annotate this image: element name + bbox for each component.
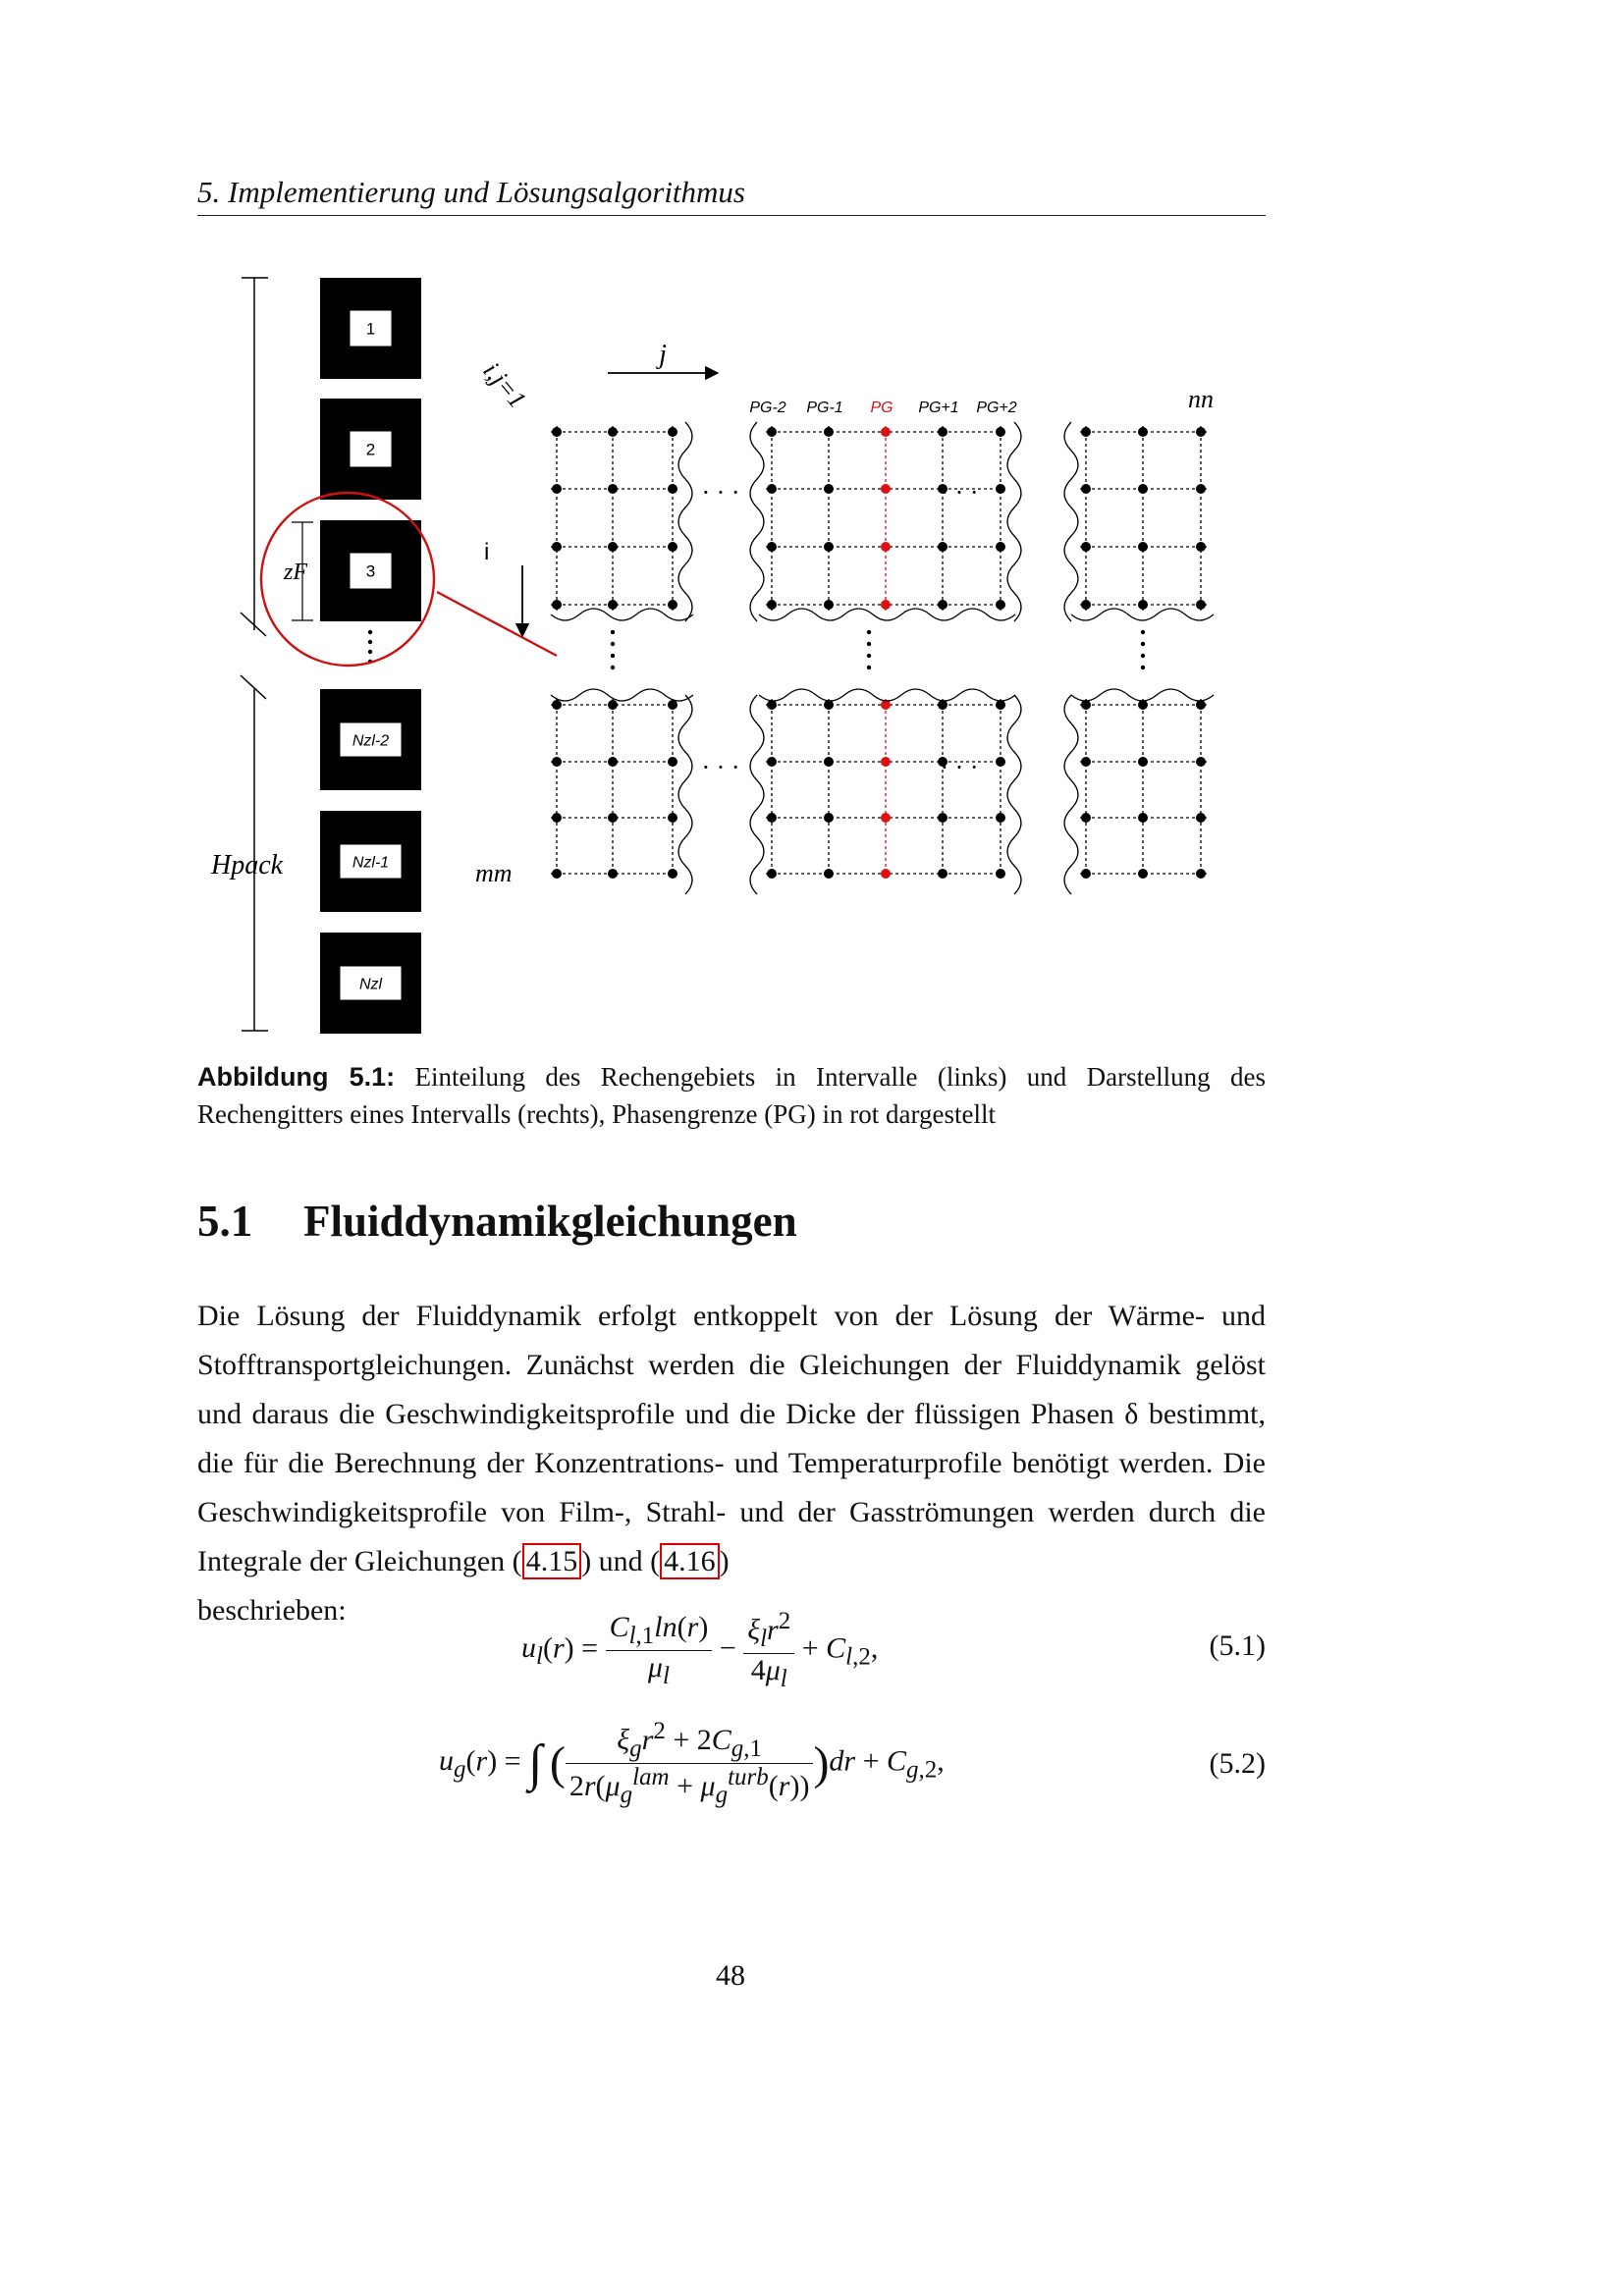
grid-node [1138,869,1148,879]
interval-block-label: 1 [365,319,376,339]
grid-node [938,869,947,879]
figure-5-1 [197,265,1266,1041]
grid-node [1196,484,1206,494]
grid-node [1081,427,1091,437]
grid-node [767,427,777,437]
grid-node [552,813,562,823]
caption-label: Abbildung 5.1: [197,1062,396,1092]
break-wave-vertical [750,695,764,894]
vertical-dot [368,640,372,644]
grid-node [608,600,618,610]
vertical-ellipsis-dot [867,642,871,646]
grid-node [767,813,777,823]
zoom-connector [437,592,557,656]
equation-number-5-2: (5.2) [1209,1747,1266,1780]
equation-5-1: $u_l(r)$ = $\frac{C_{l,1}\ln(r)}{\mu_l}$ − $\frac{\xi_lr^2}{4\mu_l}$ + $C_{l,2}$, (5.1) [521,1608,1266,1692]
interval-block-label: 2 [365,440,376,459]
interval-block-label: Nzl [358,976,383,993]
grid-node [996,813,1005,823]
grid-node [1081,757,1091,767]
grid-node [608,484,618,494]
grid-node [668,869,677,879]
grid-node [668,600,677,610]
hpack-break-lower [241,675,266,699]
grid-node [1138,600,1148,610]
paragraph-text-4: beschrieben: [197,1594,347,1627]
phase-boundary-node [881,542,891,552]
grid-node [996,600,1005,610]
grid-node [824,813,834,823]
break-wave-vertical [1007,422,1021,621]
horizontal-ellipsis: · · · [940,478,979,507]
grid-node [824,869,834,879]
grid-node [767,869,777,879]
interval-block-label: Nzl-1 [352,854,390,872]
grid-node [552,427,562,437]
nn-label: nn [1188,385,1214,413]
equation-ref-4-16[interactable]: 4.16 [660,1543,720,1579]
break-wave-horizontal [551,689,693,701]
grid-node [767,600,777,610]
interval-block-label: 3 [365,561,376,581]
grid-node [824,600,834,610]
vertical-dot [368,650,372,654]
grid-node [1138,542,1148,552]
grid-node [938,813,947,823]
phase-boundary-node [881,427,891,437]
vertical-ellipsis-dot [1141,630,1145,634]
grid-node [996,427,1005,437]
grid-node [767,542,777,552]
break-wave-vertical [678,422,692,621]
phase-boundary-node [881,600,891,610]
zf-label: zF [284,560,307,585]
i-label: i [484,539,490,565]
grid-node [668,757,677,767]
grid-node [552,542,562,552]
section-title: Fluiddynamikgleichungen [303,1197,797,1246]
break-wave-vertical [750,422,764,621]
grid-node [552,757,562,767]
equation-ref-4-15[interactable]: 4.15 [522,1543,582,1579]
section-number: 5.1 [197,1197,253,1246]
grid-node [996,869,1005,879]
grid-node [668,427,677,437]
vertical-dot [368,630,372,634]
grid-node [1138,813,1148,823]
phase-boundary-node [881,813,891,823]
grid-node [938,542,947,552]
phase-boundary-node [881,757,891,767]
figure-caption [197,1058,1266,1133]
grid-node [996,484,1005,494]
vertical-ellipsis-dot [867,654,871,658]
break-wave-vertical [1064,695,1078,894]
grid-node [552,869,562,879]
grid-node [1081,813,1091,823]
break-wave-horizontal [759,689,1015,701]
grid-node [1196,757,1206,767]
grid-node [996,757,1005,767]
horizontal-ellipsis: · · · [701,753,740,781]
interval-block-label: Nzl-2 [352,732,390,750]
vertical-ellipsis-dot [611,642,615,646]
break-wave-horizontal [551,609,693,620]
grid-node [1081,869,1091,879]
column-label: PG+1 [918,400,959,416]
grid-node [552,484,562,494]
grid-node [1196,869,1206,879]
caption-text: Einteilung des Rechengebiets in Intervalle (links) und Darstellung des Rechengitters eines Intervalls (rechts), Phasengrenze (PG) in rot dargestellt [197,1062,1267,1129]
grid-node [552,600,562,610]
vertical-ellipsis-dot [1141,654,1145,658]
vertical-ellipsis-dot [1141,642,1145,646]
paragraph-text-3: ) [719,1545,730,1577]
grid-node [1196,813,1206,823]
grid-node [608,700,618,710]
j-label: j [659,340,667,370]
grid-node [1138,757,1148,767]
vertical-ellipsis-dot [1141,666,1145,669]
vertical-ellipsis-dot [611,666,615,669]
grid-node [608,813,618,823]
column-label: PG+2 [976,400,1017,416]
mm-label: mm [475,859,513,887]
grid-node [668,484,677,494]
grid-node [824,484,834,494]
grid-node [938,427,947,437]
grid-node [938,600,947,610]
paragraph-text-1: Die Lösung der Fluiddynamik erfolgt entkoppelt von der Lösung der Wärme- und Stofftransportgleichungen. Zunächst werden die Gleichungen der Fluiddynamik gelöst und daraus die Geschwindigkeitsprofile und die Dicke der flüssigen Phasen δ bestimmt, die für die Berechnung der Konzentrations- und Temperaturprofile benötigt werden. Die Geschwindigkeitsprofile von Film-, Strahl- und der Gasströmungen werden durch die Integrale der Gleichungen ( [197,1300,1266,1577]
horizontal-ellipsis: · · · [701,478,740,507]
grid-node [1196,542,1206,552]
grid-node [1138,484,1148,494]
grid-node [824,542,834,552]
grid-node [552,700,562,710]
grid-node [767,757,777,767]
grid-node [1081,484,1091,494]
vertical-ellipsis-dot [867,630,871,634]
grid-node [824,757,834,767]
phase-boundary-node [881,869,891,879]
grid-node [1081,600,1091,610]
break-wave-vertical [1064,422,1078,621]
grid-node [1081,542,1091,552]
grid-node [608,542,618,552]
vertical-ellipsis-dot [611,630,615,634]
grid-node [608,869,618,879]
page-number: 48 [716,1959,745,1992]
vertical-ellipsis-dot [867,666,871,669]
grid-node [668,542,677,552]
vertical-ellipsis-dot [611,654,615,658]
grid-node [1196,600,1206,610]
grid-node [767,484,777,494]
grid-node [668,813,677,823]
hpack-break-upper [241,613,266,636]
break-wave-vertical [678,695,692,894]
ij-start-label: i,j=1 [477,356,532,414]
header-rule [197,215,1266,216]
horizontal-ellipsis: · · · [940,753,979,781]
grid-node [1138,427,1148,437]
column-label: PG-2 [749,400,786,416]
paragraph-text-2: ) und ( [581,1545,661,1577]
section-heading [197,1196,1266,1247]
column-label: PG-1 [806,400,843,416]
break-wave-horizontal [759,609,1015,620]
hpack-label: Hpack [211,850,284,881]
body-paragraph [197,1292,1266,1635]
grid-node [668,700,677,710]
running-head: 5. Implementierung und Lösungsalgorithmus [197,175,745,209]
grid-figure-svg [197,265,1266,1041]
phase-boundary-node [881,484,891,494]
grid-node [824,427,834,437]
equation-5-2: $u_g(r)$ = ∫ ( $\frac{\xi_gr^2 + 2C_{g,1}}{2r(\mu_g^{lam} + \mu_g^{turb}(r))}$ )$dr + C_{g,2}$, (5.2) [439,1718,1266,1808]
break-wave-vertical [1007,695,1021,894]
grid-node [1196,427,1206,437]
grid-node [996,542,1005,552]
grid-node [608,757,618,767]
equation-number-5-1: (5.1) [1209,1629,1266,1662]
grid-node [608,427,618,437]
column-label: PG [870,400,893,416]
